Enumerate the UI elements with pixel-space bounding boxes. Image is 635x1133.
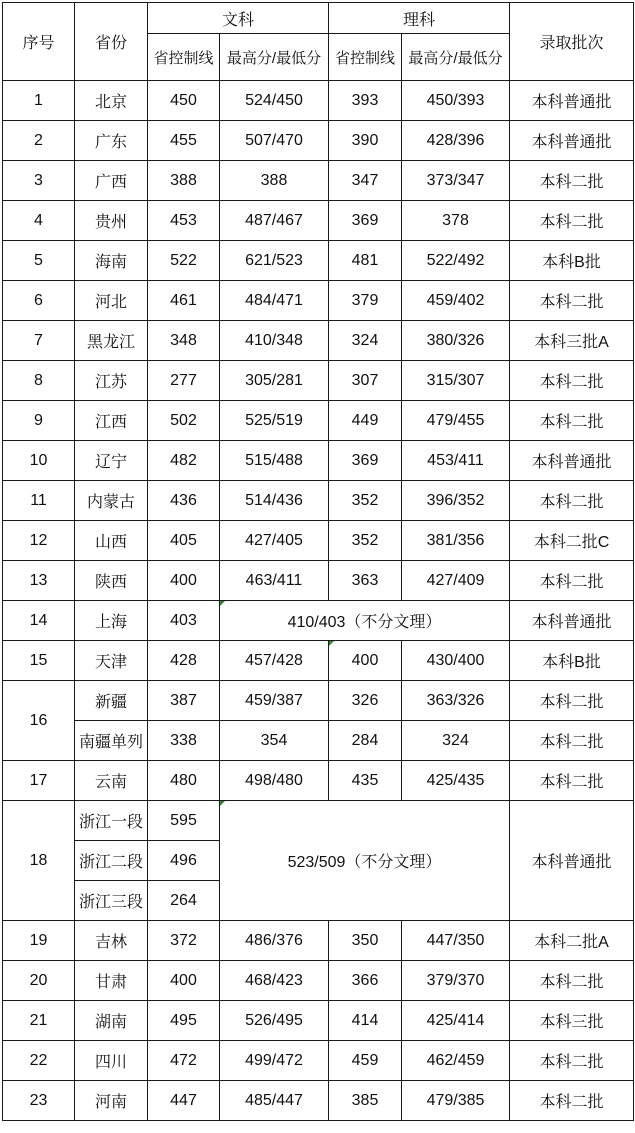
- row-index: 22: [3, 1041, 75, 1081]
- admission-batch: 本科B批: [510, 641, 634, 681]
- science-max-min-score: 428/396: [402, 121, 510, 161]
- province-name: 浙江三段: [75, 881, 148, 921]
- row-index: 1: [3, 81, 75, 121]
- province-name: 广东: [75, 121, 148, 161]
- admission-batch: 本科二批: [510, 281, 634, 321]
- control-line: 496: [148, 841, 220, 881]
- table-row: [3, 1081, 634, 1121]
- province-name: 黑龙江: [75, 321, 148, 361]
- science-control-line: 326: [329, 681, 402, 721]
- arts-control-line: 450: [148, 81, 220, 121]
- header-science-max-min: 最高分/最低分: [402, 34, 510, 81]
- province-name: 湖南: [75, 1001, 148, 1041]
- row-index: 23: [3, 1081, 75, 1121]
- row-index: 4: [3, 201, 75, 241]
- admission-batch: 本科二批: [510, 401, 634, 441]
- arts-max-min-score: 459/387: [220, 681, 329, 721]
- arts-max-min-score: 498/480: [220, 761, 329, 801]
- arts-control-line: 428: [148, 641, 220, 681]
- science-max-min-score: 380/326: [402, 321, 510, 361]
- row-index: 9: [3, 401, 75, 441]
- admission-batch: 本科普通批: [510, 601, 634, 641]
- arts-control-line: 522: [148, 241, 220, 281]
- row-index: 15: [3, 641, 75, 681]
- province-name: 南疆单列: [75, 721, 148, 761]
- header-science: 理科: [329, 3, 510, 34]
- header-index: 序号: [3, 3, 75, 81]
- row-index: 20: [3, 961, 75, 1001]
- science-max-min-score: 479/385: [402, 1081, 510, 1121]
- science-control-line: 414: [329, 1001, 402, 1041]
- row-index: 21: [3, 1001, 75, 1041]
- arts-control-line: 480: [148, 761, 220, 801]
- province-name: 浙江二段: [75, 841, 148, 881]
- row-index: 18: [3, 801, 75, 921]
- table-row: [3, 281, 634, 321]
- arts-max-min-score: 514/436: [220, 481, 329, 521]
- arts-control-line: 338: [148, 721, 220, 761]
- province-name: 内蒙古: [75, 481, 148, 521]
- science-max-min-score: 324: [402, 721, 510, 761]
- science-control-line: 449: [329, 401, 402, 441]
- arts-max-min-score: 463/411: [220, 561, 329, 601]
- admission-batch: 本科二批: [510, 681, 634, 721]
- arts-max-min-score: 525/519: [220, 401, 329, 441]
- arts-control-line: 400: [148, 561, 220, 601]
- control-line: 403: [148, 601, 220, 641]
- admission-batch: 本科二批: [510, 481, 634, 521]
- science-control-line: 363: [329, 561, 402, 601]
- arts-control-line: 472: [148, 1041, 220, 1081]
- admission-batch: 本科二批: [510, 361, 634, 401]
- science-max-min-score: 522/492: [402, 241, 510, 281]
- admission-batch: 本科二批: [510, 761, 634, 801]
- table-row: [3, 641, 634, 681]
- row-index: 16: [3, 681, 75, 761]
- admission-batch: 本科二批: [510, 161, 634, 201]
- province-name: 云南: [75, 761, 148, 801]
- arts-control-line: 436: [148, 481, 220, 521]
- province-name: 浙江一段: [75, 801, 148, 841]
- header-science-control-line: 省控制线: [329, 34, 402, 81]
- row-index: 10: [3, 441, 75, 481]
- science-max-min-score: 381/356: [402, 521, 510, 561]
- row-index: 12: [3, 521, 75, 561]
- province-name: 吉林: [75, 921, 148, 961]
- row-index: 5: [3, 241, 75, 281]
- arts-max-min-score: 410/348: [220, 321, 329, 361]
- arts-max-min-score: 484/471: [220, 281, 329, 321]
- table-row: [3, 761, 634, 801]
- arts-control-line: 495: [148, 1001, 220, 1041]
- admission-batch: 本科二批: [510, 201, 634, 241]
- province-name: 山西: [75, 521, 148, 561]
- row-index: 11: [3, 481, 75, 521]
- science-control-line: 393: [329, 81, 402, 121]
- arts-max-min-score: 427/405: [220, 521, 329, 561]
- science-max-min-score: 453/411: [402, 441, 510, 481]
- header-batch: 录取批次: [510, 3, 634, 81]
- science-max-min-score: 479/455: [402, 401, 510, 441]
- header-row-top: [3, 3, 634, 34]
- science-max-min-score: 379/370: [402, 961, 510, 1001]
- science-control-line: 350: [329, 921, 402, 961]
- row-index: 19: [3, 921, 75, 961]
- header-arts: 文科: [148, 3, 329, 34]
- science-max-min-score: 425/414: [402, 1001, 510, 1041]
- arts-max-min-score: 487/467: [220, 201, 329, 241]
- admission-batch: 本科三批: [510, 1001, 634, 1041]
- control-line: 595: [148, 801, 220, 841]
- science-control-line: 481: [329, 241, 402, 281]
- arts-max-min-score: 388: [220, 161, 329, 201]
- table-row: [3, 201, 634, 241]
- header-arts-max-min: 最高分/最低分: [220, 34, 329, 81]
- province-name: 甘肃: [75, 961, 148, 1001]
- admission-batch: 本科二批: [510, 961, 634, 1001]
- science-max-min-score: 447/350: [402, 921, 510, 961]
- science-max-min-score: 373/347: [402, 161, 510, 201]
- admission-batch: 本科三批A: [510, 321, 634, 361]
- science-max-min-score: 430/400: [402, 641, 510, 681]
- arts-max-min-score: 515/488: [220, 441, 329, 481]
- row-index: 7: [3, 321, 75, 361]
- science-max-min-score: 363/326: [402, 681, 510, 721]
- admission-batch: 本科二批: [510, 1041, 634, 1081]
- science-control-line: 400: [329, 641, 402, 681]
- province-name: 上海: [75, 601, 148, 641]
- science-control-line: 352: [329, 521, 402, 561]
- province-name: 海南: [75, 241, 148, 281]
- province-name: 天津: [75, 641, 148, 681]
- admission-batch: 本科二批: [510, 561, 634, 601]
- row-index: 17: [3, 761, 75, 801]
- table-row: [3, 921, 634, 961]
- science-control-line: 385: [329, 1081, 402, 1121]
- row-index: 3: [3, 161, 75, 201]
- arts-max-min-score: 457/428: [220, 641, 329, 681]
- arts-max-min-score: 305/281: [220, 361, 329, 401]
- admission-batch: 本科二批: [510, 721, 634, 761]
- province-name: 四川: [75, 1041, 148, 1081]
- admission-batch: 本科普通批: [510, 801, 634, 921]
- science-max-min-score: 425/435: [402, 761, 510, 801]
- science-control-line: 390: [329, 121, 402, 161]
- admission-batch: 本科二批A: [510, 921, 634, 961]
- science-control-line: 379: [329, 281, 402, 321]
- table-row: [3, 521, 634, 561]
- table-row: [3, 161, 634, 201]
- table-row: [3, 561, 634, 601]
- table-row: [3, 801, 634, 841]
- science-control-line: 284: [329, 721, 402, 761]
- table-row: [3, 241, 634, 281]
- province-name: 陕西: [75, 561, 148, 601]
- header-arts-control-line: 省控制线: [148, 34, 220, 81]
- science-control-line: 307: [329, 361, 402, 401]
- province-name: 河南: [75, 1081, 148, 1121]
- arts-max-min-score: 468/423: [220, 961, 329, 1001]
- table-row: [3, 441, 634, 481]
- control-line: 264: [148, 881, 220, 921]
- table-row: [3, 961, 634, 1001]
- table-row: [3, 121, 634, 161]
- science-max-min-score: 427/409: [402, 561, 510, 601]
- arts-max-min-score: 507/470: [220, 121, 329, 161]
- arts-control-line: 482: [148, 441, 220, 481]
- science-control-line: 369: [329, 201, 402, 241]
- arts-control-line: 502: [148, 401, 220, 441]
- table-row: [3, 1001, 634, 1041]
- province-name: 北京: [75, 81, 148, 121]
- arts-max-min-score: 486/376: [220, 921, 329, 961]
- admission-scores-table: [2, 2, 634, 1121]
- arts-control-line: 453: [148, 201, 220, 241]
- science-control-line: 366: [329, 961, 402, 1001]
- arts-control-line: 277: [148, 361, 220, 401]
- merged-score: 523/509（不分文理）: [220, 801, 510, 921]
- arts-max-min-score: 621/523: [220, 241, 329, 281]
- province-name: 江西: [75, 401, 148, 441]
- science-max-min-score: 459/402: [402, 281, 510, 321]
- table-row: [3, 321, 634, 361]
- arts-max-min-score: 524/450: [220, 81, 329, 121]
- science-max-min-score: 462/459: [402, 1041, 510, 1081]
- province-name: 河北: [75, 281, 148, 321]
- table-row: [3, 721, 634, 761]
- science-control-line: 435: [329, 761, 402, 801]
- science-control-line: 352: [329, 481, 402, 521]
- admission-batch: 本科普通批: [510, 121, 634, 161]
- arts-max-min-score: 485/447: [220, 1081, 329, 1121]
- table-row: [3, 681, 634, 721]
- admission-batch: 本科二批C: [510, 521, 634, 561]
- arts-control-line: 348: [148, 321, 220, 361]
- admission-batch: 本科普通批: [510, 441, 634, 481]
- arts-control-line: 455: [148, 121, 220, 161]
- table-row: [3, 601, 634, 641]
- science-control-line: 347: [329, 161, 402, 201]
- province-name: 辽宁: [75, 441, 148, 481]
- science-max-min-score: 396/352: [402, 481, 510, 521]
- row-index: 6: [3, 281, 75, 321]
- arts-max-min-score: 499/472: [220, 1041, 329, 1081]
- science-control-line: 459: [329, 1041, 402, 1081]
- admission-batch: 本科二批: [510, 1081, 634, 1121]
- table-row: [3, 361, 634, 401]
- row-index: 13: [3, 561, 75, 601]
- science-max-min-score: 378: [402, 201, 510, 241]
- province-name: 广西: [75, 161, 148, 201]
- arts-max-min-score: 526/495: [220, 1001, 329, 1041]
- admission-batch: 本科B批: [510, 241, 634, 281]
- arts-control-line: 387: [148, 681, 220, 721]
- arts-control-line: 400: [148, 961, 220, 1001]
- province-name: 新疆: [75, 681, 148, 721]
- arts-control-line: 461: [148, 281, 220, 321]
- arts-control-line: 405: [148, 521, 220, 561]
- science-max-min-score: 315/307: [402, 361, 510, 401]
- science-max-min-score: 450/393: [402, 81, 510, 121]
- arts-control-line: 388: [148, 161, 220, 201]
- science-control-line: 324: [329, 321, 402, 361]
- science-control-line: 369: [329, 441, 402, 481]
- province-name: 贵州: [75, 201, 148, 241]
- merged-score: 410/403（不分文理）: [220, 601, 510, 641]
- province-name: 江苏: [75, 361, 148, 401]
- table-row: [3, 81, 634, 121]
- table-row: [3, 401, 634, 441]
- row-index: 14: [3, 601, 75, 641]
- header-province: 省份: [75, 3, 148, 81]
- admission-batch: 本科普通批: [510, 81, 634, 121]
- row-index: 2: [3, 121, 75, 161]
- table-row: [3, 1041, 634, 1081]
- table-row: [3, 481, 634, 521]
- arts-control-line: 372: [148, 921, 220, 961]
- row-index: 8: [3, 361, 75, 401]
- arts-control-line: 447: [148, 1081, 220, 1121]
- arts-max-min-score: 354: [220, 721, 329, 761]
